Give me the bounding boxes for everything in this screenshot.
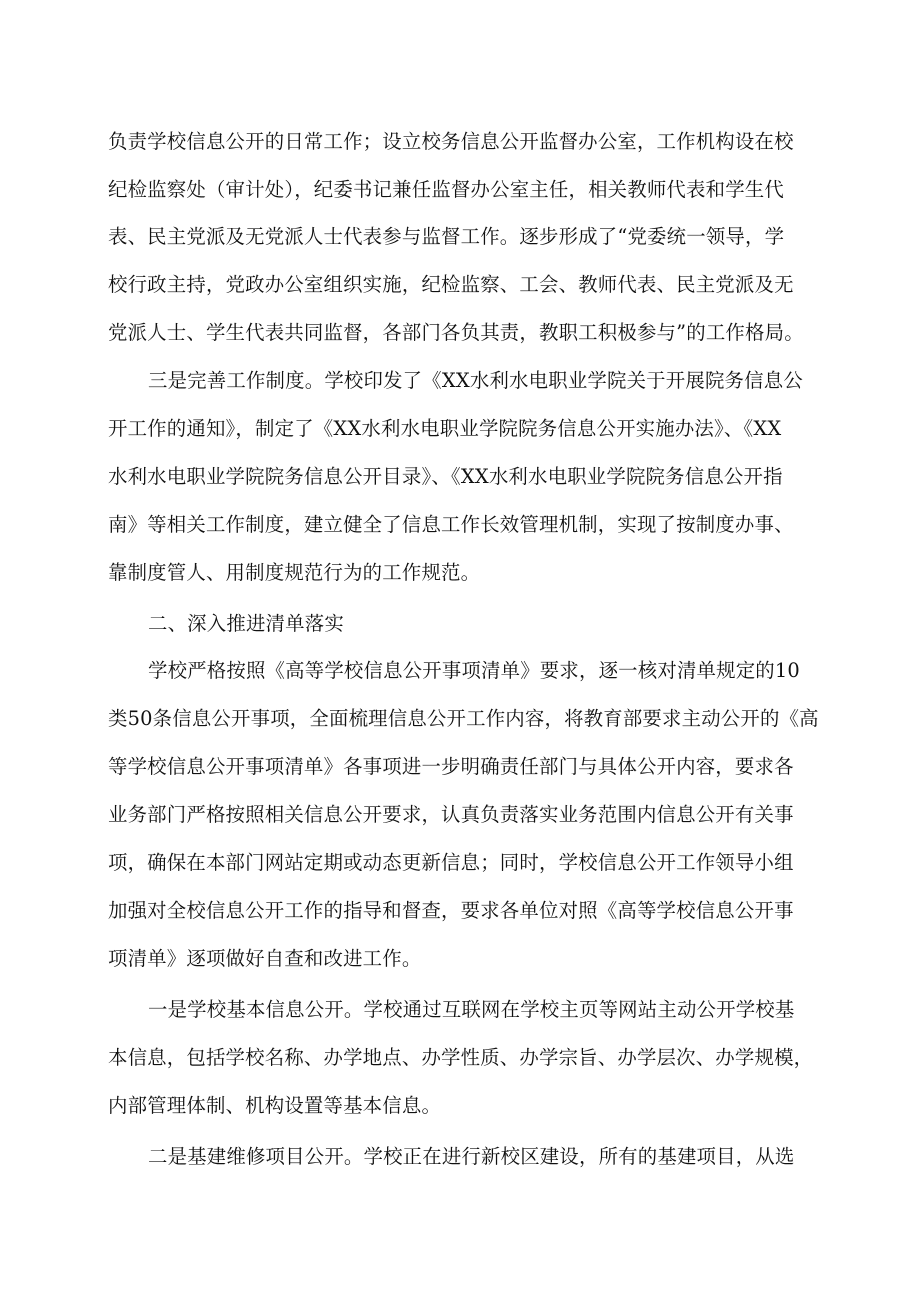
text-line: 南》等相关工作制度，建立健全了信息工作长效管理机制，实现了按制度办事、 xyxy=(108,513,794,536)
text-line: 开工作的通知》，制定了《XX水利水电职业学院院务信息公开实施办法》、《XX xyxy=(108,417,782,440)
paragraph-start-line: 学校严格按照《高等学校信息公开事项清单》要求，逐一核对清单规定的10 xyxy=(148,659,800,682)
text-line: 业务部门严格按照相关信息公开要求，认真负责落实业务范围内信息公开有关事 xyxy=(108,803,794,826)
text-line: 靠制度管人、用制度规范行为的工作规范。 xyxy=(108,561,481,584)
paragraph-start-line: 三是完善工作制度。学校印发了《XX水利水电职业学院关于开展院务信息公 xyxy=(148,369,803,392)
text-line: 党派人士、学生代表共同监督，各部门各负其责，教职工积极参与”的工作格局。 xyxy=(108,321,804,344)
text-line: 纪检监察处（审计处），纪委书记兼任监督办公室主任，相关教师代表和学生代 xyxy=(108,178,784,201)
text-line: 本信息，包括学校名称、办学地点、办学性质、办学宗旨、办学层次、办学规模， xyxy=(108,1046,814,1069)
paragraph-start-line: 一是学校基本信息公开。学校通过互联网在学校主页等网站主动公开学校基 xyxy=(148,998,795,1021)
text-line: 加强对全校信息公开工作的指导和督查，要求各单位对照《高等学校信息公开事 xyxy=(108,899,794,922)
text-line: 校行政主持，党政办公室组织实施，纪检监察、工会、教师代表、民主党派及无 xyxy=(108,273,794,296)
text-line: 项，确保在本部门网站定期或动态更新信息；同时，学校信息公开工作领导小组 xyxy=(108,851,794,874)
text-line: 等学校信息公开事项清单》各事项进一步明确责任部门与具体公开内容，要求各 xyxy=(108,755,794,778)
text-line: 项清单》逐项做好自查和改进工作。 xyxy=(108,947,422,970)
paragraph-start-line: 二是基建维修项目公开。学校正在进行新校区建设，所有的基建项目，从选 xyxy=(148,1145,795,1168)
section-heading: 二、深入推进清单落实 xyxy=(148,612,344,635)
text-line: 内部管理体制、机构设置等基本信息。 xyxy=(108,1094,442,1117)
text-line: 水利水电职业学院院务信息公开目录》、《XX水利水电职业学院院务信息公开指 xyxy=(108,465,783,488)
text-line: 负责学校信息公开的日常工作；设立校务信息公开监督办公室，工作机构设在校 xyxy=(108,130,794,153)
text-line: 类50条信息公开事项，全面梳理信息公开工作内容，将教育部要求主动公开的《高 xyxy=(108,707,819,730)
text-line: 表、民主党派及无党派人士代表参与监督工作。逐步形成了“党委统一领导，学 xyxy=(108,225,785,248)
